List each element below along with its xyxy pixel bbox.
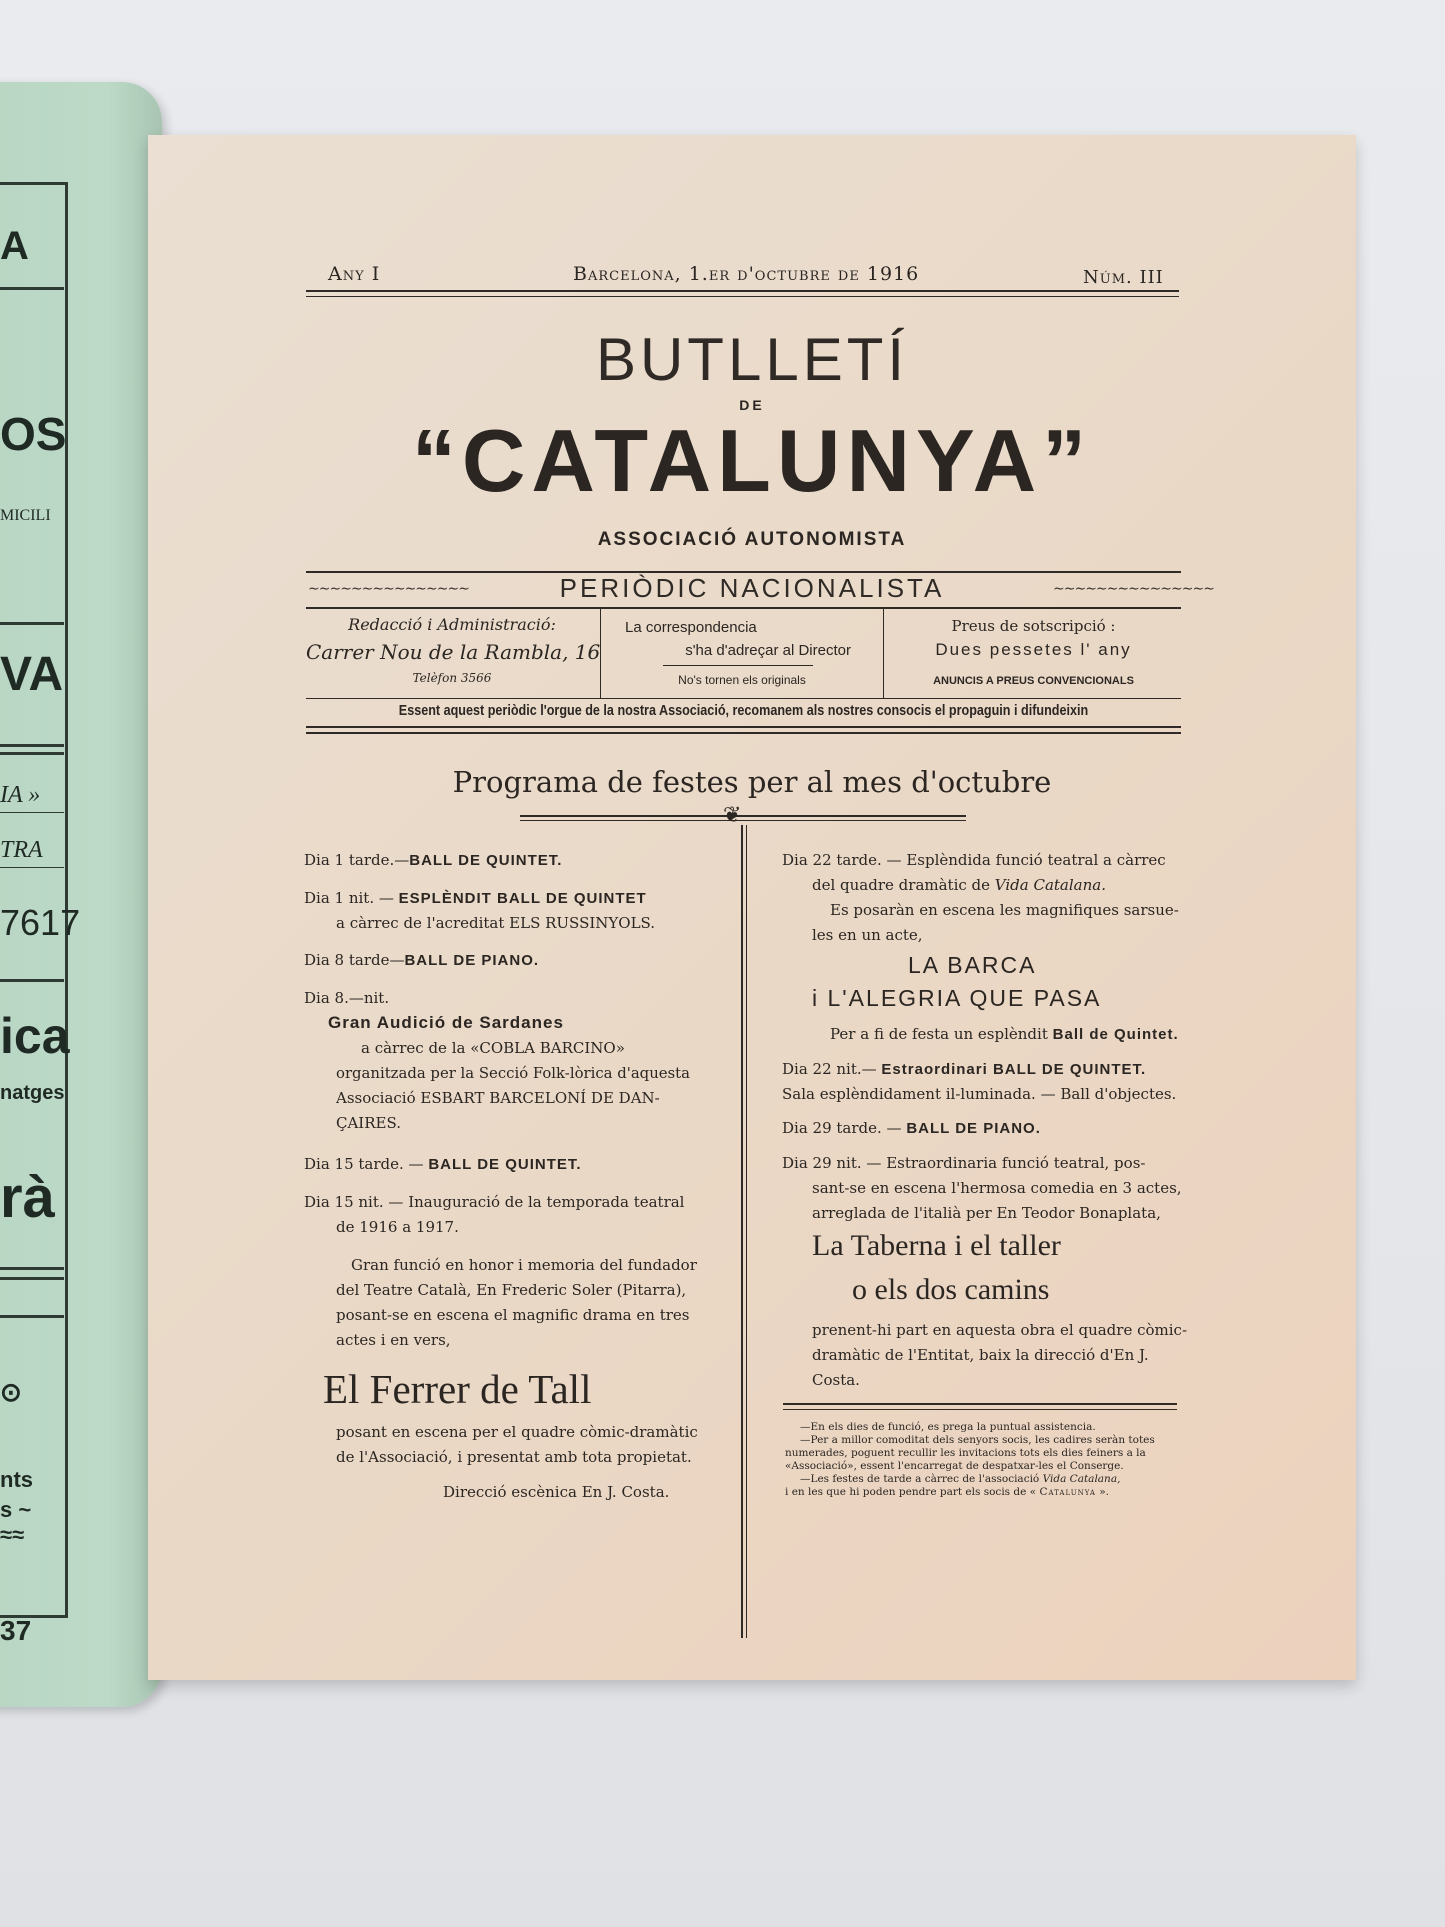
- event-entry: Dia 8.—nit.: [304, 989, 390, 1007]
- fragment: s ~: [0, 1497, 32, 1522]
- masthead-title-main: “CATALUNYA”: [411, 411, 1093, 510]
- event-entry: Dia 22 nit.— Estraordinari BALL DE QUINTET.: [782, 1060, 1147, 1078]
- event-detail: posant en escena per el quadre còmic-dramàtic: [336, 1423, 698, 1441]
- play-title: o els dos camins: [852, 1273, 1050, 1306]
- fragment: ica: [0, 1008, 70, 1064]
- fragment: 37: [0, 1615, 32, 1646]
- event-entry: Dia 29 tarde. — BALL DE PIANO.: [782, 1119, 1041, 1137]
- masthead-subtitle: ASSOCIACIÓ AUTONOMISTA: [597, 529, 907, 550]
- newspaper-page: [148, 135, 1356, 1680]
- fragment: TRA: [0, 837, 43, 863]
- correspondence-director: s'ha d'adreçar al Director: [685, 642, 851, 659]
- note-line: i en les que hi poden pendre part els socis de « Catalunya ».: [785, 1486, 1110, 1498]
- periodical-label: PERIÒDIC NACIONALISTA: [559, 573, 945, 603]
- event-detail: dramàtic de l'Entitat, baix la direcció d'En J.: [812, 1346, 1149, 1364]
- admin-label: Redacció i Administració:: [348, 615, 556, 634]
- event-detail: posant-se en escena el magnific drama en tres: [336, 1306, 690, 1324]
- correspondence-label: La correspondencia: [625, 619, 757, 636]
- event-entry: Dia 1 tarde.—BALL DE QUINTET.: [304, 851, 563, 869]
- fragment: natges: [0, 1082, 65, 1104]
- program-title: Programa de festes per al mes d'octubre: [452, 765, 1052, 799]
- fragment: OS: [0, 408, 67, 460]
- event-detail: de 1916 a 1917.: [336, 1218, 459, 1236]
- event-detail: Gran funció en honor i memoria del fundador: [351, 1256, 697, 1274]
- event-detail: prenent-hi part en aquesta obra el quadre còmic-: [812, 1321, 1188, 1339]
- fragment: nts: [0, 1467, 33, 1492]
- stage-direction: Direcció escènica En J. Costa.: [443, 1483, 670, 1501]
- event-detail: arreglada de l'italià per En Teodor Bonaplata,: [812, 1204, 1161, 1222]
- play-title: La Taberna i el taller: [812, 1229, 1061, 1262]
- subscription-label: Preus de sotscripció :: [951, 617, 1116, 635]
- issue-number: Núm. III: [1083, 267, 1164, 288]
- subscription-price: Dues pessetes l' any: [935, 640, 1132, 659]
- note-line: —En els dies de funció, es prega la puntual assistencia.: [800, 1421, 1096, 1433]
- wave-ornament-icon: ≈≈: [0, 1522, 25, 1547]
- note-line: numerades, poguent recullir les invitacions tots els dies feiners a la: [785, 1447, 1146, 1459]
- event-detail: ÇAIRES.: [336, 1114, 401, 1132]
- masthead-title-top: BUTLLETÍ: [595, 326, 909, 393]
- event-title: Gran Audició de Sardanes: [328, 1013, 564, 1032]
- event-detail: a càrrec de l'acreditat ELS RUSSINYOLS.: [336, 914, 656, 932]
- play-title: i L'ALEGRIA QUE PASA: [812, 985, 1102, 1011]
- fragment: rà: [0, 1165, 55, 1230]
- event-detail: Es posaràn en escena les magnifiques sarsue-: [830, 901, 1179, 919]
- event-entry: Dia 15 nit. — Inauguració de la temporada teatral: [304, 1193, 685, 1211]
- event-detail: a càrrec de la «COBLA BARCINO»: [361, 1039, 625, 1057]
- event-detail: Sala esplèndidament il-luminada. — Ball d'objectes.: [782, 1085, 1177, 1103]
- fragment: 7617: [0, 902, 81, 943]
- address: Carrer Nou de la Rambla, 16: [306, 640, 601, 664]
- event-entry: Dia 22 tarde. — Esplèndida funció teatral a càrrec: [782, 851, 1166, 869]
- event-entry: Dia 1 nit. — ESPLÈNDIT BALL DE QUINTET: [304, 889, 647, 907]
- event-entry: Dia 8 tarde—BALL DE PIANO.: [304, 951, 540, 969]
- event-entry: Dia 15 tarde. — BALL DE QUINTET.: [304, 1155, 582, 1173]
- circle-icon: ⊙: [0, 1377, 22, 1407]
- event-entry: Dia 29 nit. — Estraordinaria funció teatral, pos-: [782, 1154, 1146, 1172]
- phone: Telèfon 3566: [412, 671, 492, 685]
- event-detail: sant-se en escena l'hermosa comedia en 3 actes,: [812, 1179, 1182, 1197]
- fragment: VA: [0, 648, 64, 701]
- event-detail: les en un acte,: [812, 926, 923, 944]
- note-line: «Associació», essent l'encarregat de despatxar-les el Conserge.: [785, 1460, 1124, 1472]
- fragment: A: [0, 224, 29, 268]
- note-line: —Les festes de tarde a càrrec de l'associació Vida Catalana,: [800, 1473, 1121, 1485]
- wave-ornament-icon: ∼∼∼∼∼∼∼∼∼∼∼∼∼∼∼: [308, 581, 469, 597]
- event-detail: del Teatre Català, En Frederic Soler (Pitarra),: [336, 1281, 687, 1299]
- ads-note: ANUNCIS A PREUS CONVENCIONALS: [933, 675, 1134, 687]
- masthead-de: DE: [739, 397, 765, 413]
- note-line: —Per a millor comoditat dels senyors socis, les cadires seràn totes: [800, 1434, 1155, 1446]
- event-detail: del quadre dramàtic de Vida Catalana.: [812, 876, 1106, 894]
- ornament-icon: ❦: [723, 803, 742, 828]
- originals-note: No's tornen els originals: [678, 673, 806, 687]
- event-detail: Costa.: [812, 1371, 860, 1389]
- fragment: MICILI: [0, 507, 51, 524]
- adjacent-page: [0, 82, 162, 1707]
- play-title: LA BARCA: [908, 952, 1037, 978]
- event-detail: de l'Associació, i presentat amb tota propietat.: [336, 1448, 692, 1466]
- place-date: Barcelona, 1.er d'octubre de 1916: [573, 263, 920, 285]
- year-label: Any I: [328, 263, 381, 285]
- fragment: IA »: [0, 782, 41, 808]
- banner-note: Essent aquest periòdic l'orgue de la nostra Associació, recomanem als nostres consocis el propaguin i difundeixin: [398, 702, 1089, 719]
- event-detail: Associació ESBART BARCELONÍ DE DAN-: [336, 1089, 660, 1107]
- event-detail: Per a fi de festa un esplèndit Ball de Quintet.: [830, 1025, 1179, 1043]
- event-detail: organitzada per la Secció Folk-lòrica d'aquesta: [336, 1064, 690, 1082]
- play-title: El Ferrer de Tall: [323, 1366, 592, 1412]
- event-detail: actes i en vers,: [336, 1331, 451, 1349]
- wave-ornament-icon: ∼∼∼∼∼∼∼∼∼∼∼∼∼∼∼: [1053, 581, 1214, 597]
